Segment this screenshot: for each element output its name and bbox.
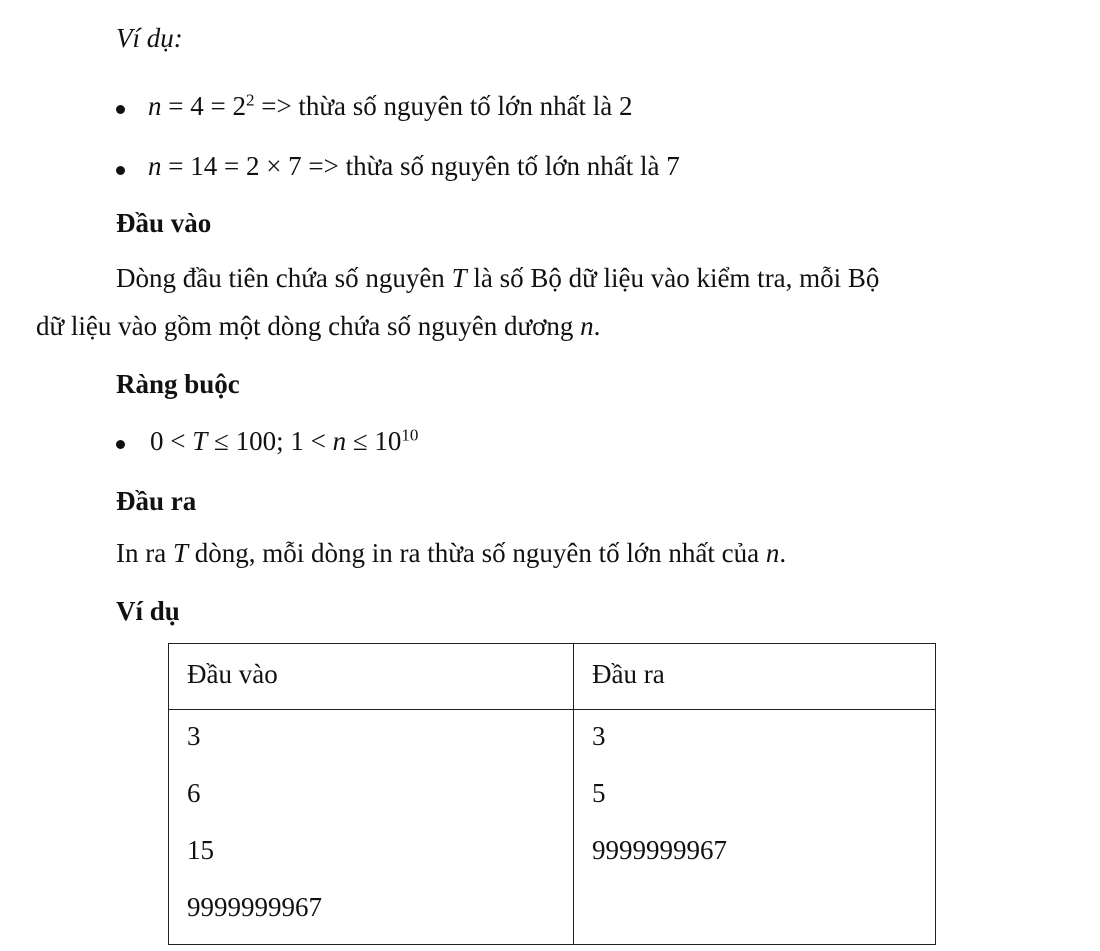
var-n: n	[580, 311, 594, 341]
input-desc-line-1	[116, 262, 879, 294]
bullet-icon	[116, 166, 125, 175]
input-desc-text: .	[593, 311, 601, 341]
output-value: 5	[592, 778, 606, 808]
example-table	[168, 643, 936, 945]
var-t: T	[451, 263, 467, 293]
output-heading: Đầu ra	[116, 486, 197, 516]
input-value: 3	[187, 721, 201, 751]
output-desc-text: In ra	[116, 538, 173, 568]
table-cell-input	[169, 710, 574, 945]
var-n: n	[148, 151, 162, 181]
table-header-input: Đầu vào	[169, 644, 574, 710]
constraints-heading: Ràng buộc	[116, 369, 240, 399]
var-n: n	[148, 91, 162, 121]
constraint-exponent: 10	[401, 425, 419, 445]
input-desc-text: là số Bộ dữ liệu vào kiểm tra, mỗi Bộ	[466, 263, 880, 293]
example-2-mid: = 14 = 2 × 7 => thừa số nguyên tố lớn nhất là 7	[161, 151, 680, 181]
output-desc-text: .	[779, 538, 787, 568]
example-1-exponent: 2	[245, 90, 255, 110]
var-n: n	[765, 538, 780, 568]
input-desc-text: dữ liệu vào gồm một dòng chứa số nguyên dương	[36, 311, 581, 341]
example-line-2	[148, 150, 680, 182]
example-line-1	[148, 90, 633, 122]
output-value: 3	[592, 721, 606, 751]
table-row	[169, 710, 936, 945]
input-value: 6	[187, 778, 201, 808]
output-value: 9999999967	[592, 835, 727, 865]
var-n: n	[332, 426, 347, 456]
var-t: T	[192, 426, 208, 456]
var-t: T	[172, 538, 188, 568]
bullet-icon	[116, 105, 125, 114]
example-1-mid: = 4 = 2	[161, 91, 246, 121]
example-1-rest: => thừa số nguyên tố lớn nhất là 2	[254, 91, 633, 121]
input-value: 9999999967	[187, 892, 322, 922]
constraint-text: ≤ 100; 1 <	[207, 426, 333, 456]
bullet-icon	[116, 440, 125, 449]
table-header-row	[169, 644, 936, 710]
table-header-output: Đầu ra	[574, 644, 936, 710]
input-desc-line-2	[36, 310, 600, 342]
constraints-line	[150, 425, 418, 457]
constraint-text: 0 <	[150, 426, 193, 456]
output-desc	[116, 537, 786, 569]
example-heading: Ví dụ	[116, 596, 180, 626]
input-value: 15	[187, 835, 214, 865]
output-desc-text: dòng, mỗi dòng in ra thừa số nguyên tố lớn nhất của	[188, 538, 766, 568]
intro-label: Ví dụ:	[116, 23, 183, 53]
table-cell-output	[574, 710, 936, 945]
constraint-text: ≤ 10	[346, 426, 402, 456]
input-desc-text: Dòng đầu tiên chứa số nguyên	[116, 263, 452, 293]
input-heading: Đầu vào	[116, 208, 212, 238]
